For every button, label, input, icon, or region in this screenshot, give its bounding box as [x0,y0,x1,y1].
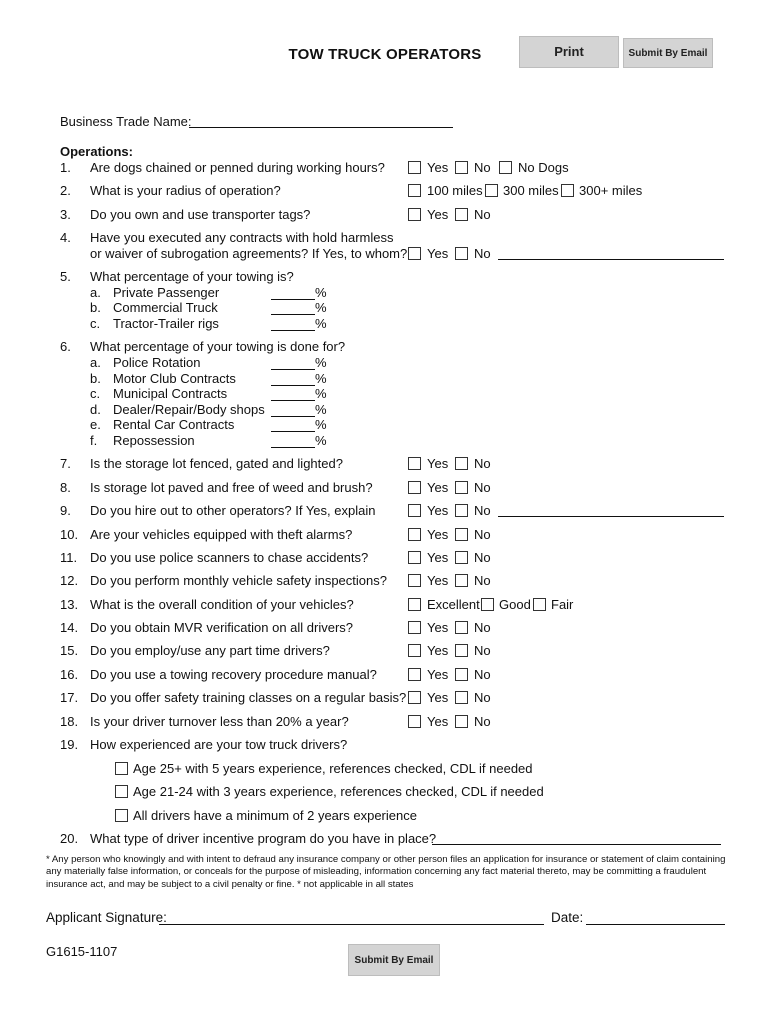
q3-yes-checkbox[interactable] [408,208,421,221]
q13-fair-checkbox[interactable] [533,598,546,611]
q10-yes-checkbox[interactable] [408,528,421,541]
q18-no-label: No [474,714,491,729]
applicant-signature-field[interactable] [159,924,544,925]
submit-by-email-button-top[interactable]: Submit By Email [623,38,713,68]
q11-text: Do you use police scanners to chase accidents? [90,550,369,565]
q1-number: 1. [60,160,71,175]
q2-300-label: 300 miles [503,183,559,198]
q19-option-1-checkbox[interactable] [115,762,128,775]
q13-excellent-checkbox[interactable] [408,598,421,611]
q9-number: 9. [60,503,71,518]
q19-option-3-label: All drivers have a minimum of 2 years experience [133,808,417,823]
q2-300-checkbox[interactable] [485,184,498,197]
q18-yes-checkbox[interactable] [408,715,421,728]
date-field[interactable] [586,924,725,925]
q6b-text: Motor Club Contracts [113,371,236,386]
q1-yes-label: Yes [427,160,449,175]
q20-text: What type of driver incentive program do you have in place? [90,831,437,846]
q12-number: 12. [60,573,79,588]
applicant-signature-label: Applicant Signature: [46,910,167,925]
q9-text: Do you hire out to other operators? If Yes, explain [90,503,376,518]
q13-fair-label: Fair [551,597,574,612]
q3-no-checkbox[interactable] [455,208,468,221]
q15-yes-checkbox[interactable] [408,644,421,657]
q4-text-line2: or waiver of subrogation agreements? If Yes, to whom? [90,246,408,261]
q4-text-line1: Have you executed any contracts with hold harmless [90,230,394,245]
q20-incentive-field[interactable] [432,844,721,845]
q4-no-checkbox[interactable] [455,247,468,260]
q9-explain-field[interactable] [498,516,724,517]
q10-no-checkbox[interactable] [455,528,468,541]
q13-text: What is the overall condition of your vehicles? [90,597,354,612]
q6f-percent-field[interactable]: % [271,433,327,448]
q7-text: Is the storage lot fenced, gated and lighted? [90,456,343,471]
q18-number: 18. [60,714,79,729]
q5a-percent-field[interactable]: % [271,285,327,300]
form-title: TOW TRUCK OPERATORS [288,46,482,63]
q4-to-whom-field[interactable] [498,259,724,260]
q5b-letter: b. [90,300,101,315]
q14-number: 14. [60,620,79,635]
q12-no-checkbox[interactable] [455,574,468,587]
q12-yes-checkbox[interactable] [408,574,421,587]
q17-yes-label: Yes [427,690,449,705]
q12-yes-label: Yes [427,573,449,588]
q6e-percent-field[interactable]: % [271,417,327,432]
print-button-label: Print [554,44,584,59]
business-trade-name-field[interactable] [189,127,453,128]
q19-text: How experienced are your tow truck drivers? [90,737,348,752]
q1-no-label: No [474,160,491,175]
q1-no-dogs-checkbox[interactable] [499,161,512,174]
q8-yes-checkbox[interactable] [408,481,421,494]
q9-no-checkbox[interactable] [455,504,468,517]
q5c-percent-field[interactable]: % [271,316,327,331]
q11-yes-checkbox[interactable] [408,551,421,564]
q17-number: 17. [60,690,79,705]
q7-yes-checkbox[interactable] [408,457,421,470]
operations-heading: Operations: [60,144,133,159]
q14-text: Do you obtain MVR verification on all drivers? [90,620,354,635]
q2-number: 2. [60,183,71,198]
q3-text: Do you own and use transporter tags? [90,207,311,222]
q8-no-checkbox[interactable] [455,481,468,494]
q7-number: 7. [60,456,71,471]
q6a-text: Police Rotation [113,355,201,370]
q1-text: Are dogs chained or penned during working hours? [90,160,385,175]
q14-yes-label: Yes [427,620,449,635]
q5a-letter: a. [90,285,101,300]
q11-number: 11. [60,550,78,565]
q6a-letter: a. [90,355,101,370]
q8-no-label: No [474,480,491,495]
q2-100-checkbox[interactable] [408,184,421,197]
q5b-text: Commercial Truck [113,300,218,315]
q6c-text: Municipal Contracts [113,386,228,401]
q6a-percent-field[interactable]: % [271,355,327,370]
q6-number: 6. [60,339,71,354]
q6e-text: Rental Car Contracts [113,417,235,432]
q3-number: 3. [60,207,71,222]
q10-no-label: No [474,527,491,542]
q2-300plus-label: 300+ miles [579,183,643,198]
q6d-percent-field[interactable]: % [271,402,327,417]
q13-number: 13. [60,597,79,612]
q3-no-label: No [474,207,491,222]
q11-no-label: No [474,550,491,565]
q7-no-checkbox[interactable] [455,457,468,470]
q2-300plus-checkbox[interactable] [561,184,574,197]
date-label: Date: [551,910,584,925]
q12-no-label: No [474,573,491,588]
q17-no-label: No [474,690,491,705]
q5c-letter: c. [90,316,101,331]
q19-number: 19. [60,737,79,752]
q18-text: Is your driver turnover less than 20% a year? [90,714,349,729]
q9-no-label: No [474,503,491,518]
q6-text: What percentage of your towing is done for? [90,339,346,354]
q1-no-dogs-label: No Dogs [518,160,569,175]
q6b-letter: b. [90,371,101,386]
q16-no-label: No [474,667,491,682]
q9-yes-checkbox[interactable] [408,504,421,517]
submit-by-email-button-bottom[interactable]: Submit By Email [348,944,440,976]
q5b-percent-field[interactable]: % [271,300,327,315]
q6c-letter: c. [90,386,101,401]
q16-text: Do you use a towing recovery procedure manual? [90,667,377,682]
q4-yes-checkbox[interactable] [408,247,421,260]
q10-text: Are your vehicles equipped with theft alarms? [90,527,353,542]
q8-text: Is storage lot paved and free of weed and brush? [90,480,373,495]
q8-number: 8. [60,480,71,495]
q9-yes-label: Yes [427,503,449,518]
q12-text: Do you perform monthly vehicle safety inspections? [90,573,387,588]
q4-no-label: No [474,246,491,261]
q6b-percent-field[interactable]: % [271,371,327,386]
q19-option-2-checkbox[interactable] [115,785,128,798]
q2-100-label: 100 miles [427,183,483,198]
q5c-text: Tractor-Trailer rigs [113,316,219,331]
q1-yes-checkbox[interactable] [408,161,421,174]
q15-no-checkbox[interactable] [455,644,468,657]
q6c-percent-field[interactable]: % [271,386,327,401]
q13-good-checkbox[interactable] [481,598,494,611]
q14-no-checkbox[interactable] [455,621,468,634]
q16-number: 16. [60,667,79,682]
fraud-disclaimer: * Any person who knowingly and with intent to defraud any insurance company or other person files an application for insurance or statement of claim containing any materially false information, or conceals for the purpose of misleading, information concerning any fact material thereto, may be committing a fraudulent insurance act, and may be subject to a civil penalty or fine. * not applicable in all states [46,854,726,890]
q6d-text: Dealer/Repair/Body shops [113,402,265,417]
q19-option-2-label: Age 21-24 with 3 years experience, references checked, CDL if needed [133,784,544,799]
q6d-letter: d. [90,402,101,417]
q18-yes-label: Yes [427,714,449,729]
q15-number: 15. [60,643,79,658]
q15-yes-label: Yes [427,643,449,658]
q17-text: Do you offer safety training classes on a regular basis? [90,690,407,705]
q15-text: Do you employ/use any part time drivers? [90,643,330,658]
q16-no-checkbox[interactable] [455,668,468,681]
q6e-letter: e. [90,417,101,432]
q1-no-checkbox[interactable] [455,161,468,174]
q18-no-checkbox[interactable] [455,715,468,728]
q11-yes-label: Yes [427,550,449,565]
q5a-text: Private Passenger [113,285,220,300]
q19-option-1-label: Age 25+ with 5 years experience, references checked, CDL if needed [133,761,533,776]
print-button[interactable] [519,36,619,68]
q3-yes-label: Yes [427,207,449,222]
q16-yes-checkbox[interactable] [408,668,421,681]
q8-yes-label: Yes [427,480,449,495]
q20-number: 20. [60,831,79,846]
q17-yes-checkbox[interactable] [408,691,421,704]
q5-number: 5. [60,269,71,284]
business-trade-name-label: Business Trade Name: [60,114,192,129]
q6f-text: Repossession [113,433,195,448]
q4-number: 4. [60,230,71,245]
q14-no-label: No [474,620,491,635]
q13-excellent-label: Excellent [427,597,480,612]
q6f-letter: f. [90,433,98,448]
q15-no-label: No [474,643,491,658]
q19-option-3-checkbox[interactable] [115,809,128,822]
q4-yes-label: Yes [427,246,449,261]
q10-yes-label: Yes [427,527,449,542]
q17-no-checkbox[interactable] [455,691,468,704]
q5-text: What percentage of your towing is? [90,269,294,284]
q7-no-label: No [474,456,491,471]
q10-number: 10. [60,527,79,542]
form-code: G1615-1107 [46,944,118,959]
q7-yes-label: Yes [427,456,449,471]
q2-text: What is your radius of operation? [90,183,281,198]
q14-yes-checkbox[interactable] [408,621,421,634]
q11-no-checkbox[interactable] [455,551,468,564]
q16-yes-label: Yes [427,667,449,682]
q13-good-label: Good [499,597,531,612]
